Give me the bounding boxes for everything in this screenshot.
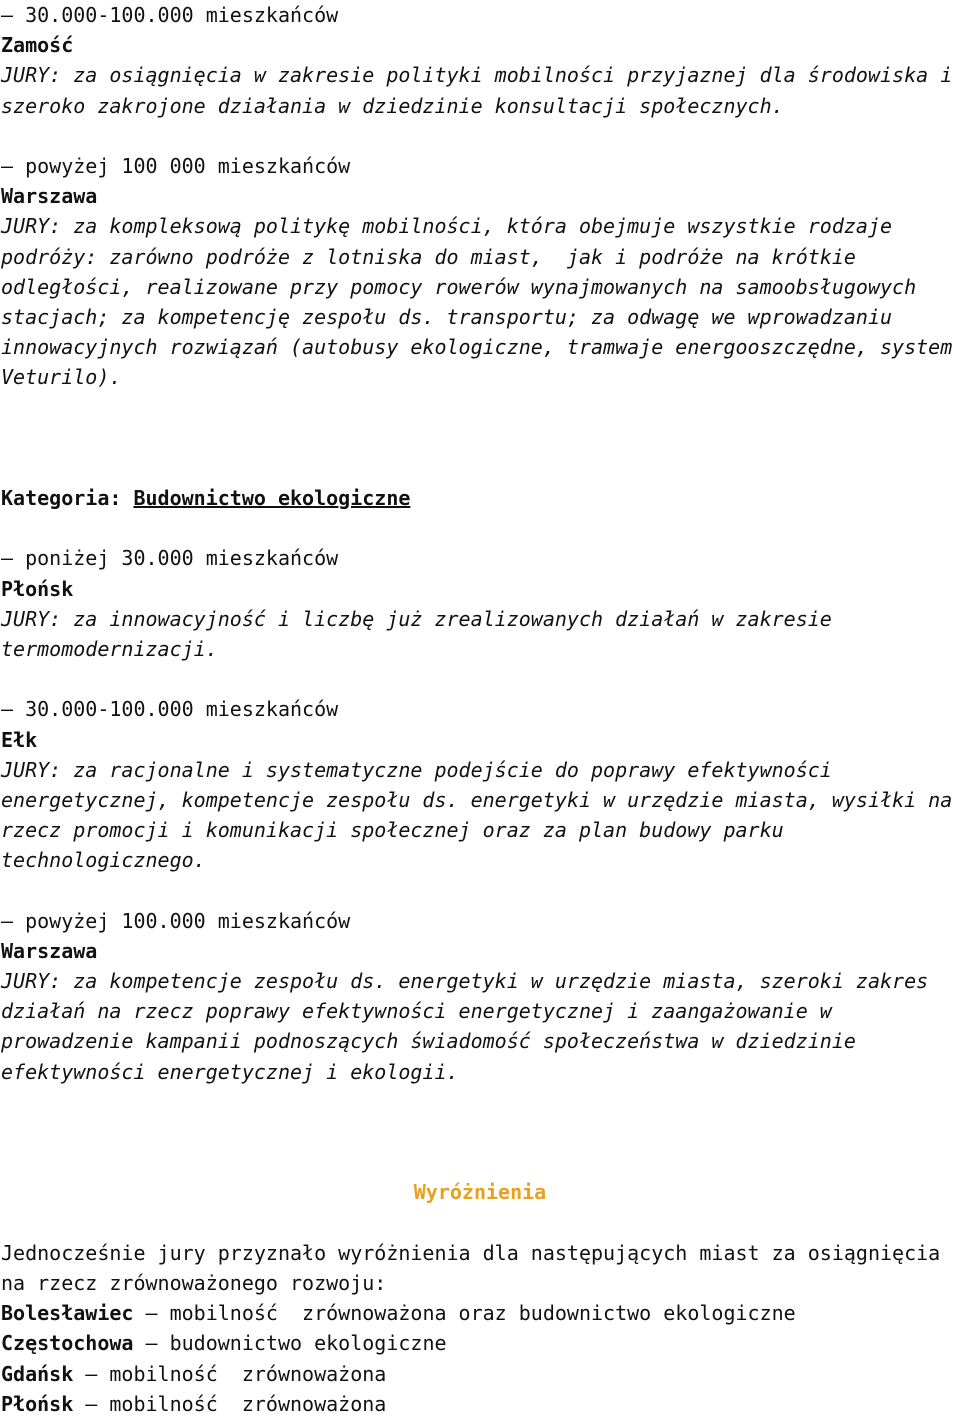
- jury-text-line: podróży: zarówno podróże z lotniska do miast, jak i podróże na krótkie: [1, 244, 856, 269]
- distinction-desc: — mobilność zrównoważona: [73, 1391, 387, 1416]
- jury-text-line: JURY: za innowacyjność i liczbę już zrealizowanych działań w zakresie: [1, 606, 832, 631]
- distinction-city: Płońsk: [1, 1391, 74, 1416]
- jury-text-line: technologicznego.: [1, 848, 206, 873]
- distinction-city: Bolesławiec: [1, 1301, 134, 1326]
- city-name: Zamość: [1, 33, 74, 58]
- category-prefix: Kategoria:: [1, 486, 134, 511]
- distinctions-heading: Wyróżnienia: [413, 1180, 547, 1205]
- distinction-item: [1, 1298, 959, 1328]
- category-heading: [1, 483, 959, 513]
- city-name: Warszawa: [1, 938, 98, 963]
- jury-text-line: stacjach; za kompetencję zespołu ds. transportu; za odwagę we wprowadzaniu: [1, 304, 893, 329]
- document-body: [1, 0, 959, 1419]
- size-label: — 30.000-100.000 mieszkańców: [1, 3, 339, 27]
- jury-text-line: rzecz promocji i komunikacji społecznej oraz za plan budowy parku: [1, 818, 784, 843]
- jury-text-line: prowadzenie kampanii podnoszących świadomość społeczeństwa w dziedzinie: [1, 1029, 856, 1054]
- distinction-city: Gdańsk: [1, 1361, 74, 1386]
- jury-text-line: JURY: za kompetencje zespołu ds. energetyki w urzędzie miasta, szeroki zakres: [1, 969, 929, 994]
- city-name: Ełk: [1, 727, 38, 752]
- city-name: Warszawa: [1, 184, 98, 209]
- distinction-desc: — mobilność zrównoważona oraz budownictwo ekologiczne: [133, 1301, 796, 1326]
- distinction-item: [1, 1359, 959, 1389]
- jury-text-line: szeroko zakrojone działania w dziedzinie konsultacji społecznych.: [1, 93, 784, 118]
- jury-text-line: działań na rzecz poprawy efektywności energetycznej i zaangażowanie w: [1, 999, 832, 1024]
- distinctions-intro-line: Jednocześnie jury przyznało wyróżnienia dla następujących miast za osiągnięcia: [1, 1240, 941, 1265]
- jury-text-line: JURY: za kompleksową politykę mobilności, która obejmuje wszystkie rodzaje: [1, 214, 893, 239]
- distinction-item: [1, 1389, 959, 1419]
- jury-text-line: energetycznej, kompetencje zespołu ds. energetyki w urzędzie miasta, wysiłki na: [1, 787, 953, 812]
- distinctions-intro-line: na rzecz zrównoważonego rozwoju:: [1, 1270, 387, 1295]
- distinction-desc: — budownictwo ekologiczne: [133, 1331, 447, 1356]
- jury-text-line: Veturilo).: [1, 365, 122, 390]
- jury-text-line: odległości, realizowane przy pomocy rowerów wynajmowanych na samoobsługowych: [1, 274, 917, 299]
- distinction-item: [1, 1328, 959, 1358]
- size-label: — powyżej 100 000 mieszkańców: [1, 153, 351, 178]
- jury-text-line: termomodernizacji.: [1, 636, 218, 661]
- jury-text-line: JURY: za racjonalne i systematyczne podejście do poprawy efektywności: [1, 757, 832, 782]
- jury-text-line: JURY: za osiągnięcia w zakresie polityki mobilności przyjaznej dla środowiska i: [1, 63, 953, 88]
- jury-text-line: efektywności energetycznej i ekologii.: [1, 1059, 459, 1084]
- distinction-city: Częstochowa: [1, 1331, 134, 1356]
- size-label: — powyżej 100.000 mieszkańców: [1, 908, 351, 933]
- jury-text-line: innowacyjnych rozwiązań (autobusy ekologiczne, tramwaje energooszczędne, system: [1, 335, 953, 360]
- category-link[interactable]: Budownictwo ekologiczne: [133, 486, 411, 511]
- size-label: — 30.000-100.000 mieszkańców: [1, 697, 339, 722]
- city-name: Płońsk: [1, 576, 74, 601]
- distinction-desc: — mobilność zrównoważona: [73, 1361, 387, 1386]
- size-label: — poniżej 30.000 mieszkańców: [1, 546, 339, 571]
